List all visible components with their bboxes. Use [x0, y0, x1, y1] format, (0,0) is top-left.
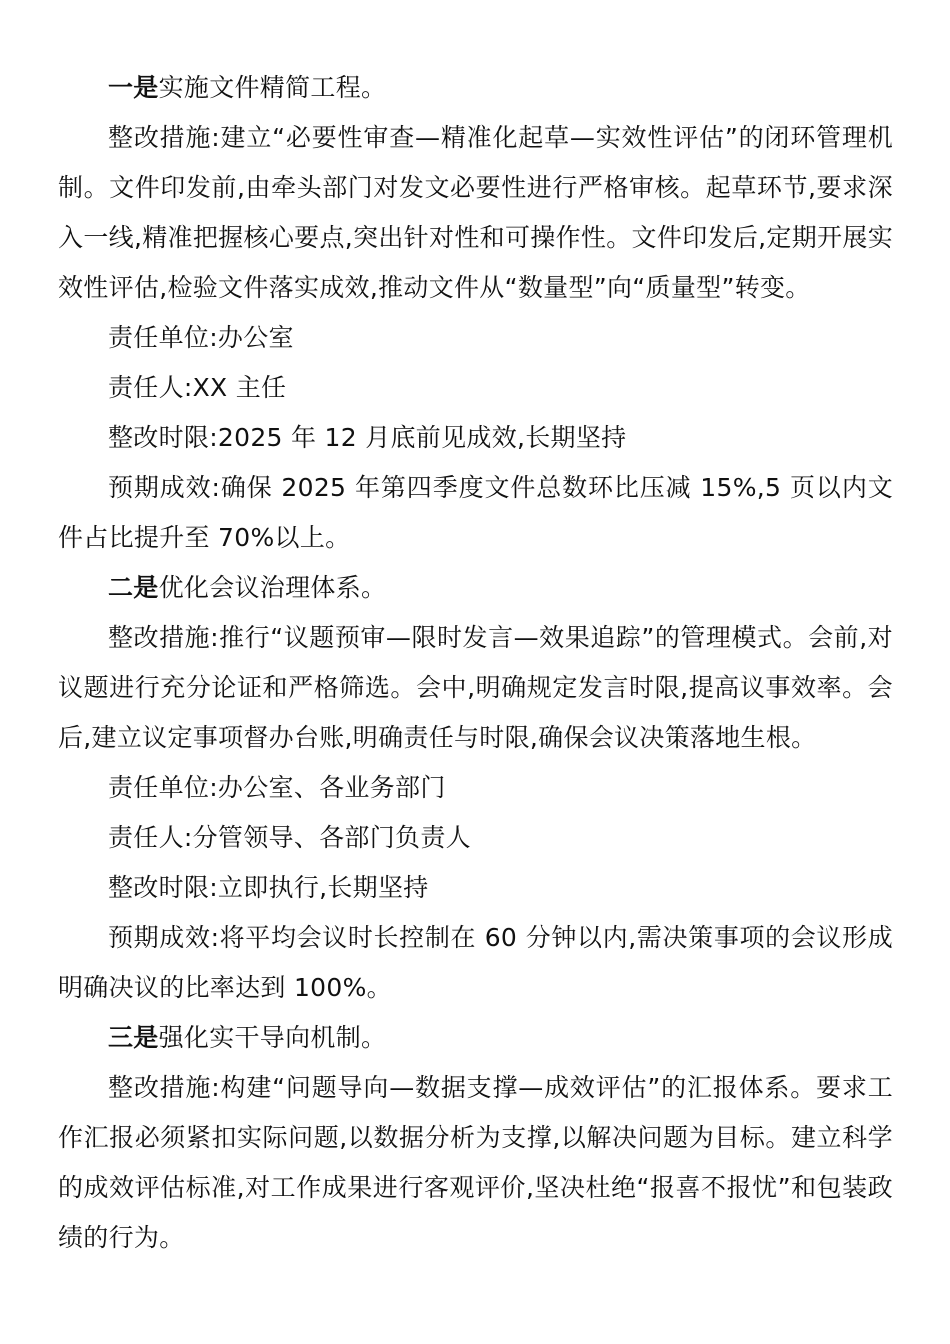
document-page: [58, 63, 893, 1263]
section-1-deadline: 整改时限:2025 年 12 月底前见成效,长期坚持: [108, 423, 627, 452]
section-3-heading: [58, 1013, 893, 1063]
section-2-measures: 整改措施:推行“议题预审—限时发言—效果追踪”的管理模式。会前,对议题进行充分论证和严格筛选。会中,明确规定发言时限,提高议事效率。会后,建立议定事项督办台账,明确责任与时限,确保会议决策落地生根。: [58, 623, 893, 752]
section-2-expected-outcome: 预期成效:将平均会议时长控制在 60 分钟以内,需决策事项的会议形成明确决议的比率达到 100%。: [58, 923, 893, 1002]
section-1-responsible-person: 责任人:XX 主任: [108, 373, 287, 402]
section-1-responsible-unit: 责任单位:办公室: [108, 323, 294, 352]
section-1-heading-title: 实施文件精简工程。: [158, 73, 387, 102]
section-2-heading-title: 优化会议治理体系。: [158, 573, 387, 602]
section-1-expected-outcome: 预期成效:确保 2025 年第四季度文件总数环比压减 15%,5 页以内文件占比提升至 70%以上。: [58, 473, 893, 552]
section-2-deadline: 整改时限:立即执行,长期坚持: [108, 873, 429, 902]
section-3-measures: 整改措施:构建“问题导向—数据支撑—成效评估”的汇报体系。要求工作汇报必须紧扣实际问题,以数据分析为支撑,以解决问题为目标。建立科学的成效评估标准,对工作成果进行客观评价,坚决杜绝“报喜不报忧”和包装政绩的行为。: [58, 1073, 893, 1252]
section-3-heading-title: 强化实干导向机制。: [158, 1023, 387, 1052]
section-3-heading-lead: 三是: [108, 1023, 159, 1052]
section-2-responsible-person: 责任人:分管领导、各部门负责人: [108, 823, 471, 852]
section-1-heading: [58, 63, 893, 113]
section-2-heading-lead: 二是: [108, 573, 159, 602]
section-2-responsible-unit: 责任单位:办公室、各业务部门: [108, 773, 446, 802]
section-1-heading-lead: 一是: [108, 73, 159, 102]
section-2-heading: [58, 563, 893, 613]
section-1-measures: 整改措施:建立“必要性审查—精准化起草—实效性评估”的闭环管理机制。文件印发前,由牵头部门对发文必要性进行严格审核。起草环节,要求深入一线,精准把握核心要点,突出针对性和可操作性。文件印发后,定期开展实效性评估,检验文件落实成效,推动文件从“数量型”向“质量型”转变。: [58, 123, 893, 302]
